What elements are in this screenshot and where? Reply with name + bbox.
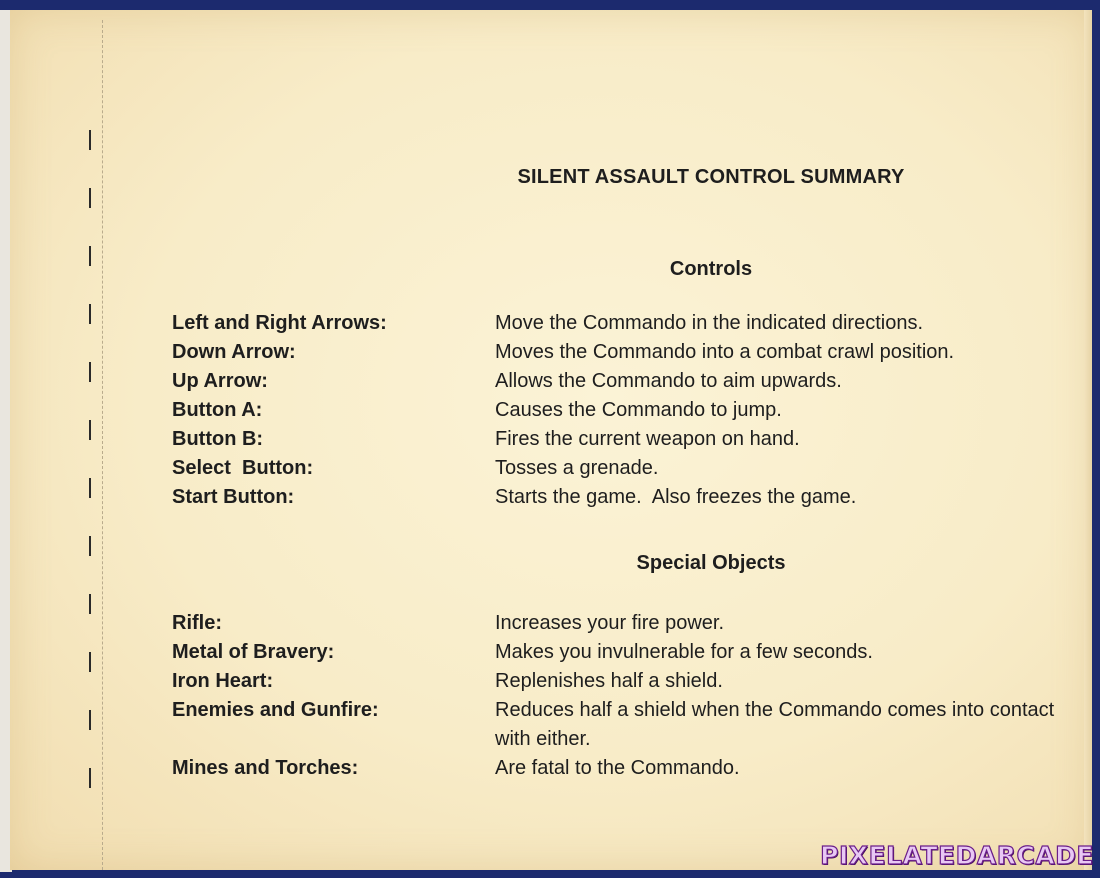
control-description: Tosses a grenade. bbox=[495, 457, 659, 479]
control-key: Button B: bbox=[172, 428, 264, 450]
page-title: SILENT ASSAULT CONTROL SUMMARY bbox=[517, 166, 905, 188]
control-key: Button A: bbox=[172, 399, 263, 421]
control-description: Causes the Commando to jump. bbox=[495, 399, 782, 421]
control-row bbox=[172, 309, 1092, 338]
site-watermark: PIXELATEDARCADE bbox=[820, 841, 1094, 870]
special-object-description: Makes you invulnerable for a few seconds. bbox=[495, 641, 873, 663]
special-object-row bbox=[172, 754, 1092, 783]
special-object-row bbox=[172, 609, 1092, 638]
control-key: Down Arrow: bbox=[172, 341, 296, 363]
special-object-row bbox=[172, 696, 1092, 754]
control-key: Select Button: bbox=[172, 457, 314, 479]
control-description: Move the Commando in the indicated directions. bbox=[495, 312, 924, 334]
special-object-description: Increases your fire power. bbox=[495, 612, 724, 634]
special-object-key: Metal of Bravery: bbox=[172, 641, 335, 663]
special-object-description: Reduces half a shield when the Commando comes into contact with either. bbox=[495, 699, 1055, 750]
special-object-key: Rifle: bbox=[172, 612, 222, 634]
special-object-key: Enemies and Gunfire: bbox=[172, 699, 379, 721]
control-row bbox=[172, 396, 1092, 425]
control-description: Moves the Commando into a combat crawl position. bbox=[495, 341, 955, 363]
controls-list bbox=[172, 309, 1092, 512]
control-row bbox=[172, 367, 1092, 396]
control-description: Fires the current weapon on hand. bbox=[495, 428, 800, 450]
control-row bbox=[172, 338, 1092, 367]
controls-heading: Controls bbox=[669, 258, 753, 280]
special-object-key: Iron Heart: bbox=[172, 670, 274, 692]
special-objects-list bbox=[172, 609, 1092, 783]
control-key: Start Button: bbox=[172, 486, 295, 508]
control-row bbox=[172, 483, 1092, 512]
manual-page bbox=[10, 10, 1092, 870]
control-key: Left and Right Arrows: bbox=[172, 312, 387, 334]
document-content bbox=[10, 10, 1092, 870]
special-objects-heading: Special Objects bbox=[636, 552, 786, 574]
special-object-description: Replenishes half a shield. bbox=[495, 670, 723, 692]
control-description: Allows the Commando to aim upwards. bbox=[495, 370, 842, 392]
special-object-description: Are fatal to the Commando. bbox=[495, 757, 740, 779]
control-description: Starts the game. Also freezes the game. bbox=[495, 486, 857, 508]
special-object-key: Mines and Torches: bbox=[172, 757, 359, 779]
control-key: Up Arrow: bbox=[172, 370, 268, 392]
special-object-row bbox=[172, 638, 1092, 667]
control-row bbox=[172, 425, 1092, 454]
control-row bbox=[172, 454, 1092, 483]
special-object-row bbox=[172, 667, 1092, 696]
